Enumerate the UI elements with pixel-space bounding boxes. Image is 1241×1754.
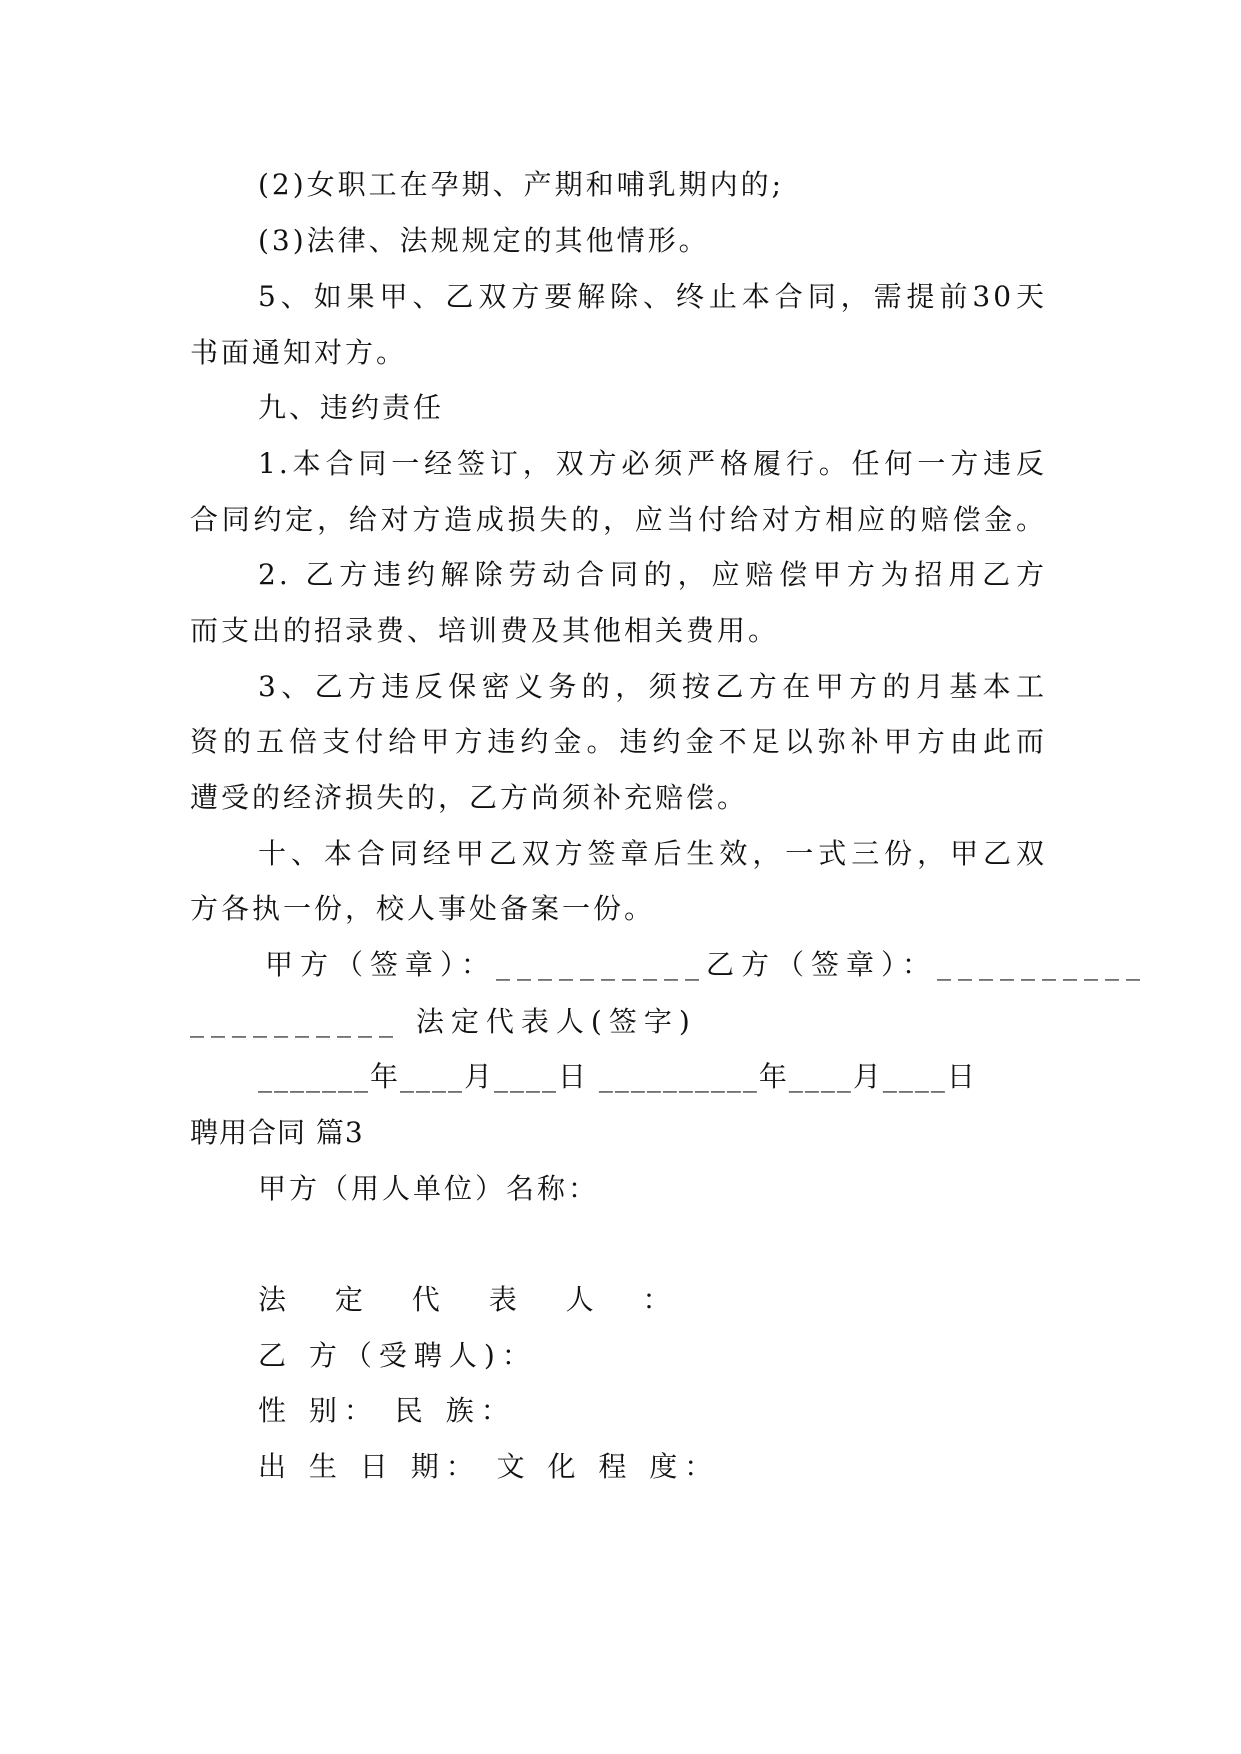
clause-ten-line-2: 方各执一份，校人事处备案一份。 (190, 892, 656, 925)
breach-clause-3-line-1: 3、乙方违反保密义务的，须按乙方在甲方的月基本工 (258, 670, 1047, 703)
clause-line-2: (2)女职工在孕期、产期和哺乳期内的; (258, 168, 785, 201)
clause-ten-line-1: 十、本合同经甲乙双方签章后生效，一式三份，甲乙双 (258, 837, 1047, 870)
signature-line: 甲方（签章）：__________乙方（签章）：__________ (265, 948, 1148, 981)
birth-education-line: 出 生 日 期： 文 化 程 度： (258, 1450, 720, 1483)
contract-title: 聘用合同 篇3 (190, 1116, 364, 1149)
employee-line: 乙 方（受聘人)： (258, 1339, 537, 1372)
clause-5-line-2: 书面通知对方。 (190, 336, 408, 369)
employer-name-line: 甲方（用人单位）名称： (258, 1172, 600, 1205)
legal-representative-signature-line: __________ 法定代表人(签字) (190, 1005, 697, 1038)
legal-representative-line: 法 定 代 表 人 ： (258, 1283, 691, 1316)
gender-ethnicity-line: 性 别： 民 族： (258, 1394, 516, 1427)
breach-clause-2-line-1: 2. 乙方违约解除劳动合同的，应赔偿甲方为招用乙方 (258, 558, 1047, 591)
clause-5-line-1: 5、如果甲、乙双方要解除、终止本合同，需提前30天 (258, 280, 1047, 313)
section-heading-breach: 九、违约责任 (258, 391, 445, 424)
breach-clause-3-line-3: 遭受的经济损失的，乙方尚须补充赔偿。 (190, 781, 749, 814)
clause-line-3: (3)法律、法规规定的其他情形。 (258, 224, 710, 257)
breach-clause-3-line-2: 资的五倍支付给甲方违约金。违约金不足以弥补甲方由此而 (190, 725, 1047, 758)
date-line: _______年____月____日 __________年____月____日 (258, 1060, 977, 1093)
breach-clause-1-line-1: 1.本合同一经签订，双方必须严格履行。任何一方违反 (258, 447, 1047, 480)
breach-clause-1-line-2: 合同约定，给对方造成损失的，应当付给对方相应的赔偿金。 (190, 503, 1047, 536)
breach-clause-2-line-2: 而支出的招录费、培训费及其他相关费用。 (190, 614, 780, 647)
